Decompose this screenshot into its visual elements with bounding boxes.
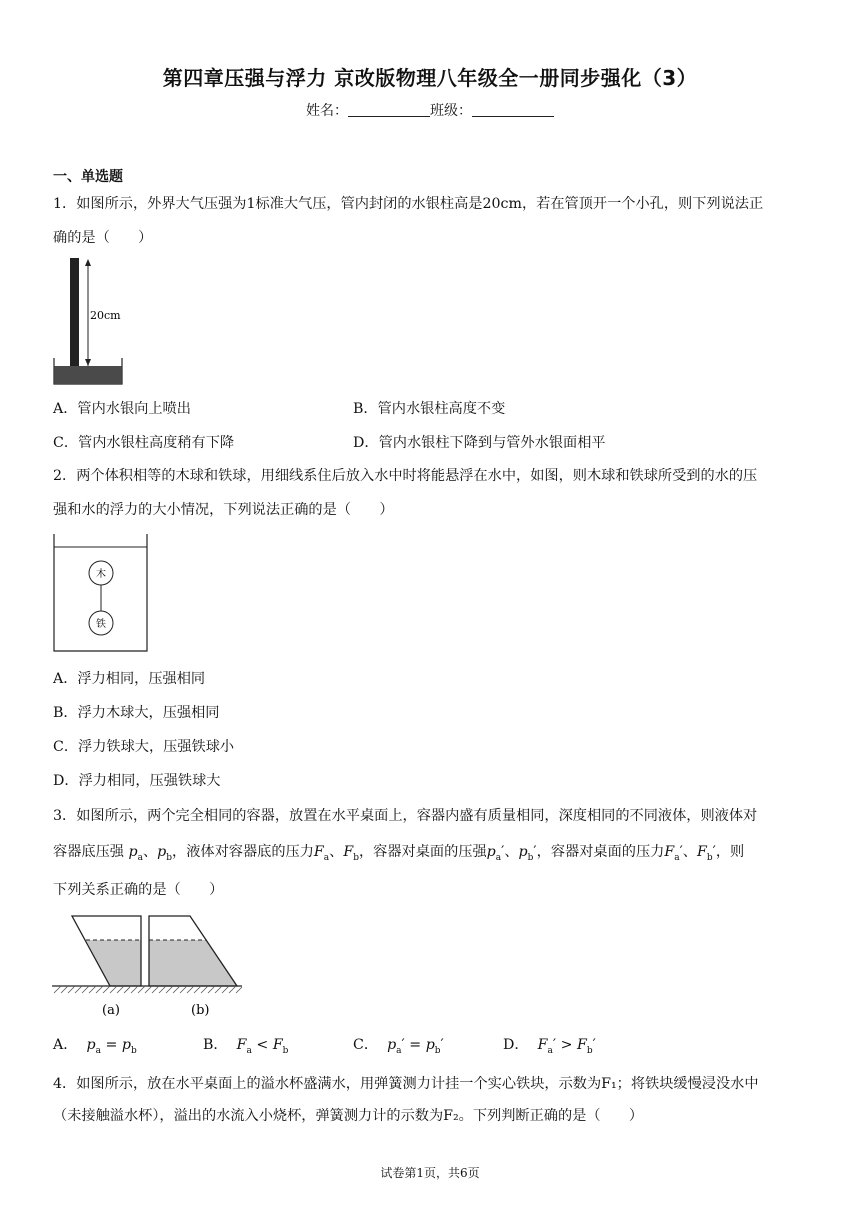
q1-option-c: C．管内水银柱高度稍有下降 — [53, 435, 235, 451]
q1-text-line1: 1．如图所示，外界大气压强为1标准大气压，管内封闭的水银柱高是20cm，若在管顶开一个小孔，则下列说法正 — [53, 196, 764, 212]
iron-ball-label: 铁 — [96, 619, 106, 630]
liquid-a — [86, 940, 141, 986]
height-label: 20cm — [90, 309, 121, 322]
label-a: (a) — [102, 1003, 120, 1018]
student-info — [0, 100, 860, 120]
q1-text-line2: 确的是（ ） — [53, 230, 153, 246]
q2-option-c: C．浮力铁球大，压强铁球小 — [53, 739, 235, 755]
q3-text-seg-c: ，容器对桌面的压强 — [358, 844, 487, 860]
q2-option-a: A．浮力相同，压强相同 — [53, 671, 206, 687]
class-blank — [472, 102, 554, 117]
q3-containers-figure — [52, 912, 244, 1022]
q3-text-seg-b: ，液体对容器底的压力 — [172, 844, 314, 860]
q2-text-line1: 2．两个体积相等的木球和铁球，用细线系住后放入水中时将能悬浮在水中，如图，则木球和铁球所受到的水的压 — [53, 468, 758, 484]
q4-text-line2: （未接触溢水杯），溢出的水流入小烧杯，弹簧测力计的示数为F₂。下列判断正确的是（ ） — [53, 1108, 644, 1124]
page-title: 第四章压强与浮力 京改版物理八年级全一册同步强化（3） — [162, 66, 698, 90]
wood-ball-label: 木 — [96, 569, 106, 580]
mercury-pool — [55, 366, 122, 384]
q3-option-d-letter: D． — [503, 1037, 529, 1053]
q3-option-a-letter: A． — [53, 1037, 78, 1053]
q3-option-c-letter: C． — [353, 1037, 379, 1053]
q3-text-line2: 容器底压强 $p_a$、$p_b$，液体对容器底的压力$F_a$、$F_b$，容器对桌面的压强$p_a'$、$p_b'$，容器对桌面的压力$F_a'$、$F_b'$，则 — [53, 844, 745, 863]
q2-balls-in-water-figure — [53, 533, 149, 653]
q3-text-line1: 3．如图所示，两个完全相同的容器，放置在水平桌面上，容器内盛有质量相同，深度相同的不同液体，则液体对 — [53, 808, 758, 824]
q3-option-b: B． $F_a < F_b$ — [203, 1037, 289, 1056]
q3-text-seg-a: 容器底压强 — [53, 844, 124, 860]
q3-text-seg-d: ，容器对桌面的压力 — [536, 844, 665, 860]
q2-text-line2: 强和水的浮力的大小情况，下列说法正确的是（ ） — [53, 502, 394, 518]
q3-option-a: A． $p_a = p_b$ — [53, 1037, 137, 1056]
arrow-head-top — [85, 259, 91, 266]
liquid-b — [149, 940, 237, 986]
q1-option-b: B．管内水银柱高度不变 — [353, 401, 506, 417]
name-label: 姓名： — [306, 103, 348, 119]
section-title: 一、单选题 — [53, 169, 123, 185]
q2-option-d: D．浮力相同，压强铁球大 — [53, 773, 221, 789]
q1-option-d: D．管内水银柱下降到与管外水银面相平 — [353, 435, 606, 451]
q2-option-b: B．浮力木球大，压强相同 — [53, 705, 220, 721]
name-blank — [348, 102, 430, 117]
q3-text-seg-e: ，则 — [715, 844, 745, 860]
q1-mercury-tube-figure — [52, 256, 132, 388]
q1-option-a: A．管内水银向上喷出 — [53, 401, 191, 417]
q3-option-d: D． $F_a' > F_b'$ — [503, 1037, 596, 1056]
table-hatching — [54, 986, 242, 993]
page-footer: 试卷第1页，共6页 — [380, 1166, 480, 1180]
q3-option-c: C． $p_a' = p_b'$ — [353, 1037, 444, 1056]
q3-option-b-letter: B． — [203, 1037, 228, 1053]
tube — [70, 258, 79, 374]
q3-text-line3: 下列关系正确的是（ ） — [53, 882, 224, 898]
class-label: 班级： — [430, 103, 472, 119]
arrow-head-bottom — [85, 359, 91, 366]
label-b: (b) — [191, 1003, 210, 1018]
q4-text-line1: 4．如图所示，放在水平桌面上的溢水杯盛满水，用弹簧测力计挂一个实心铁块，示数为F₁；将铁块缓慢浸没水中 — [53, 1076, 759, 1092]
